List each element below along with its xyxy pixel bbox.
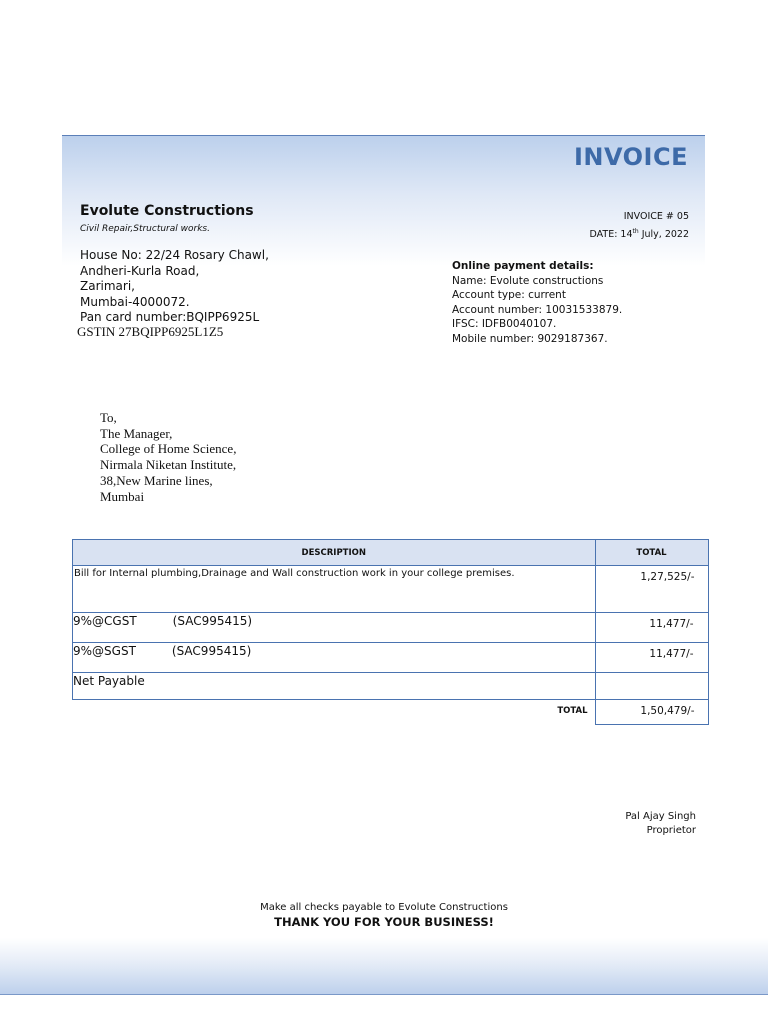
recipient-line: 38,New Marine lines, bbox=[100, 472, 213, 488]
table-row bbox=[73, 613, 709, 643]
address-line: Andheri-Kurla Road, bbox=[80, 263, 200, 278]
recipient-line: Nirmala Niketan Institute, bbox=[100, 457, 237, 473]
address-line: Zarimari, bbox=[80, 279, 135, 293]
total-amount: 1,50,479/- bbox=[595, 700, 708, 725]
page-title: INVOICE bbox=[573, 143, 688, 171]
tax-cell bbox=[73, 643, 596, 673]
gstin: GSTIN 27BQIPP6925L1Z5 bbox=[77, 324, 224, 339]
payment-line: IFSC: IDFB0040107. bbox=[452, 318, 557, 330]
thank-you-message: THANK YOU FOR YOUR BUSINESS! bbox=[274, 915, 494, 929]
tax-code: (SAC995415) bbox=[172, 614, 253, 628]
payment-note: Make all checks payable to Evolute Constructions bbox=[260, 902, 508, 913]
tax-amount: 11,477/- bbox=[595, 613, 708, 643]
footer-band bbox=[0, 938, 768, 995]
net-payable-label: Net Payable bbox=[73, 673, 596, 700]
payment-heading: Online payment details: bbox=[452, 260, 594, 272]
signatory-title: Proprietor bbox=[646, 825, 696, 836]
item-description: Bill for Internal plumbing,Drainage and Wall construction work in your college premises. bbox=[73, 566, 596, 613]
total-label: TOTAL bbox=[557, 706, 588, 716]
table-header-row bbox=[73, 540, 709, 566]
table-row bbox=[73, 643, 709, 673]
signatory-name: Pal Ajay Singh bbox=[625, 811, 696, 822]
tax-cell bbox=[73, 613, 596, 643]
recipient-line: Mumbai bbox=[100, 488, 145, 504]
payment-line: Name: Evolute constructions bbox=[452, 274, 604, 287]
recipient-line: College of Home Science, bbox=[100, 441, 237, 457]
company-tagline: Civil Repair,Structural works. bbox=[80, 224, 210, 234]
recipient-address bbox=[100, 410, 236, 504]
tax-code: (SAC995415) bbox=[171, 644, 252, 658]
net-payable-amount bbox=[595, 673, 708, 700]
company-address bbox=[80, 248, 269, 326]
table-row bbox=[73, 566, 709, 613]
invoice-meta bbox=[589, 209, 689, 242]
pan-number: Pan card number:BQIPP6925L bbox=[80, 310, 260, 324]
payment-line: Mobile number: 9029187367. bbox=[452, 332, 608, 345]
payment-line: Account number: 10031533879. bbox=[452, 303, 623, 316]
tax-amount: 11,477/- bbox=[595, 643, 708, 673]
address-line: House No: 22/24 Rosary Chawl, bbox=[80, 248, 269, 262]
address-line: Mumbai-4000072. bbox=[80, 294, 190, 309]
recipient-line: The Manager, bbox=[100, 425, 173, 441]
description-header: DESCRIPTION bbox=[73, 540, 596, 566]
company-name: Evolute Constructions bbox=[80, 203, 254, 219]
recipient-line: To, bbox=[100, 410, 117, 425]
invoice-date: DATE: 14th July, 2022 bbox=[589, 228, 689, 241]
signature-block bbox=[625, 810, 696, 838]
invoice-number: INVOICE # 05 bbox=[623, 211, 689, 222]
item-amount: 1,27,525/- bbox=[595, 566, 708, 613]
invoice-table bbox=[72, 539, 709, 725]
payment-details bbox=[452, 259, 622, 346]
table-row bbox=[73, 673, 709, 700]
total-header: TOTAL bbox=[595, 540, 708, 566]
tax-label: 9%@SGST bbox=[73, 644, 136, 658]
payment-line: Account type: current bbox=[452, 289, 566, 301]
total-row bbox=[73, 700, 709, 725]
tax-label: 9%@CGST bbox=[73, 614, 137, 628]
